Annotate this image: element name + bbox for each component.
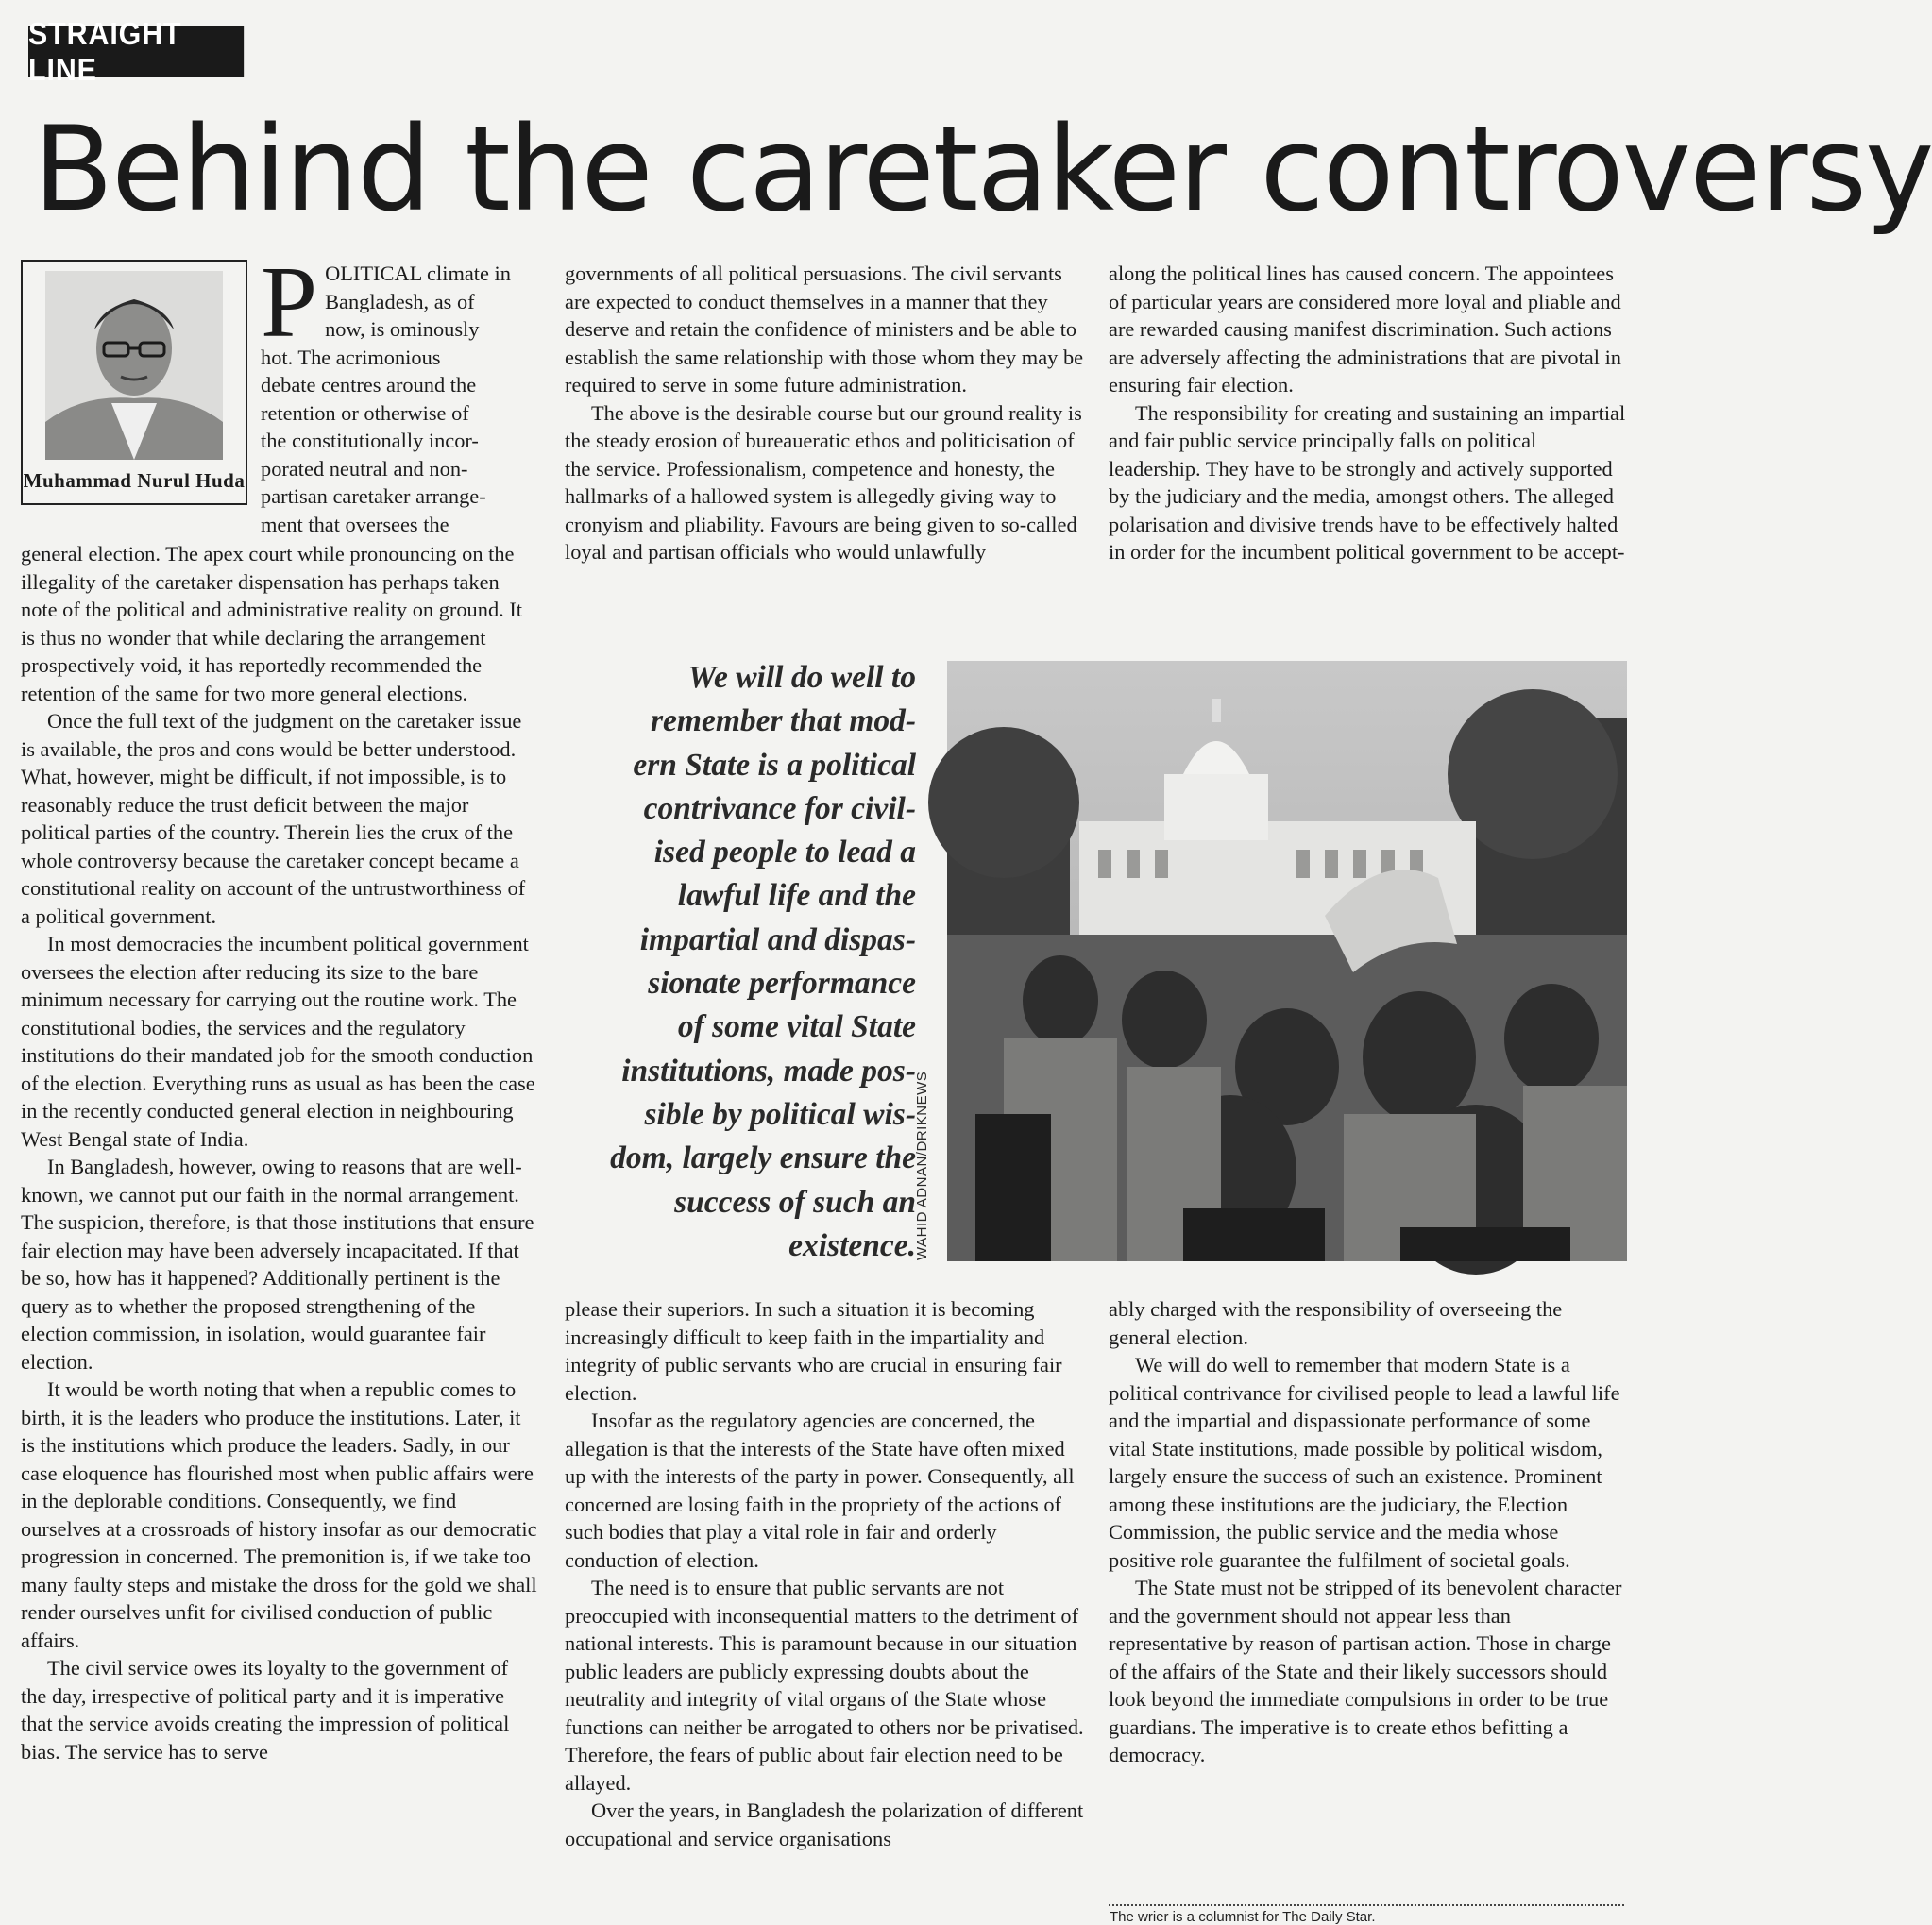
pull-quote-line: contrivance for civil- [643, 790, 916, 826]
column3-bottom [1109, 1295, 1626, 1769]
intro-line: the constitutionally incor- [261, 429, 479, 452]
pull-quote-line: success of such an [674, 1184, 916, 1220]
news-photo [947, 661, 1627, 1261]
column1-intro [261, 246, 544, 538]
intro-line: Bangladesh, as of [325, 289, 475, 313]
paragraph: In Bangladesh, however, owing to reasons that are well-known, we cannot put our faith in the normal arrangement. The suspicion, therefore, is that those institutions that ensure fair election may have been adversely incapacitated. If that be so, how has it happened? Additionally pertinent is the query as to whether the proposed strengthening of the election commission, in isolation, would guarantee fair election. [21, 1155, 534, 1374]
intro-line: debate centres around the [261, 373, 477, 397]
author-box [21, 260, 247, 505]
intro-line: hot. The acrimonious [261, 345, 441, 369]
intro-line: porated neutral and non- [261, 456, 468, 481]
paragraph: general election. The apex court while pronouncing on the illegality of the caretaker dispensation has perhaps taken note of the political and administrative reality on ground. It is thus no wonder that while declaring the arrangement prospectively void, it has reportedly recommended the retention of the same for two more general elections. [21, 542, 523, 705]
paragraph: governments of all political persuasions. The civil servants are expected to conduct themselves in a manner that they deserve and retain the confidence of ministers and be able to establish the same relationship with those whom they may be required to serve in some future administration. [565, 262, 1084, 397]
photo-credit: WAHID ADNAN/DRIKNEWS [914, 1071, 930, 1260]
intro-line: partisan caretaker arrange- [261, 484, 486, 508]
column2-bottom [565, 1295, 1084, 1852]
author-name: Muhammad Nurul Huda [23, 469, 246, 492]
pull-quote-line: of some vital State [677, 1009, 916, 1045]
paragraph: The responsibility for creating and sustaining an impartial and fair public service principally falls on political leadership. They have to be strongly and actively supported by the judiciary and the media, amongst others. The alleged polarisation and divisive trends have to be effectively halted in order for the incumbent political government to be accept- [1109, 400, 1626, 564]
pull-quote-line: ern State is a political [633, 747, 916, 783]
paragraph: The State must not be stripped of its benevolent character and the government should not appear less than representative by reason of partisan action. Those in charge of the affairs of the State and their likely successors should look beyond the immediate compulsions in order to be true guardians. The imperative is to create ethos befitting a democracy. [1109, 1576, 1622, 1766]
pull-quote-line: existence. [788, 1227, 916, 1263]
pull-quote [552, 656, 916, 1268]
author-photo [45, 271, 223, 460]
drop-cap: P [261, 246, 318, 359]
paragraph: We will do well to remember that modern State is a political contrivance for civilised people to lead a lawful life and the impartial and dispassionate performance of some vital State institutions, made possible by political wisdom, largely ensure the success of such an existence. Prominent among these institutions are the judiciary, the Election Commission, the public service and the media whose positive role guarantee the fulfilment of societal goals. [1109, 1353, 1620, 1572]
intro-line: now, is ominously [325, 317, 480, 341]
paragraph: In most democracies the incumbent political government oversees the election after reducing its size to the bare minimum necessary for carrying out the routine work. The constitutional bodies, the services and the regulatory institutions do their mandated job for the smooth conduction of the election. Everything runs as usual as has been the case in the recently conducted general election in neighbouring West Bengal state of India. [21, 932, 535, 1151]
paragraph: Insofar as the regulatory agencies are concerned, the allegation is that the interests of the State have often mixed up with the interests of the party in power. Consequently, all concerned are losing faith in the propriety of the actions of such bodies that play a vital role in fair and orderly conduction of election. [565, 1409, 1075, 1572]
paragraph: Over the years, in Bangladesh the polarization of different occupational and service organisations [565, 1798, 1084, 1850]
pull-quote-line: remember that mod- [650, 703, 916, 739]
column3-top [1109, 260, 1626, 566]
column2-top [565, 260, 1084, 566]
pull-quote-line: dom, largely ensure the [610, 1140, 916, 1176]
pull-quote-line: We will do well to [687, 660, 916, 695]
section-label: STRAIGHT LINE [28, 26, 244, 77]
pull-quote-line: impartial and dispas- [639, 921, 916, 957]
paragraph: The need is to ensure that public servants are not preoccupied with inconsequential matters to the detriment of national interests. This is paramount because in our situation public leaders are publicly expressing doubts about the neutrality and integrity of vital organs of the State whose functions can neither be arrogated to others nor be privatised. Therefore, the fears of public about fair election need to be allayed. [565, 1576, 1084, 1795]
paragraph: along the political lines has caused concern. The appointees of particular years are considered more loyal and pliable and are rewarded causing manifest discrimination. Such actions are adversely affecting the administrations that are pivotal in ensuring fair election. [1109, 262, 1621, 397]
column1-body [21, 540, 538, 1765]
intro-line: ment that oversees the [261, 512, 449, 536]
footnote-divider [1109, 1904, 1624, 1906]
paragraph: please their superiors. In such a situation it is becoming increasingly difficult to keep faith in the impartiality and integrity of public servants who are crucial in ensuring fair election. [565, 1297, 1062, 1405]
pull-quote-line: lawful life and the [677, 878, 916, 914]
intro-line: OLITICAL climate in [325, 262, 511, 285]
paragraph: Once the full text of the judgment on the caretaker issue is available, the pros and cons would be better understood. What, however, might be difficult, if not impossible, is to reasonably reduce the trust deficit between the major political parties of the country. Therein lies the crux of the whole controversy because the caretaker concept became a constitutional reality on account of the untrustworthiness of a political government. [21, 709, 526, 928]
footnote: The wrier is a columnist for The Daily Star. [1110, 1909, 1376, 1925]
pull-quote-line: institutions, made pos- [621, 1053, 916, 1089]
pull-quote-line: ised people to lead a [653, 835, 916, 870]
paragraph: ably charged with the responsibility of overseeing the general election. [1109, 1297, 1563, 1349]
paragraph: The civil service owes its loyalty to the government of the day, irrespective of political party and it is imperative that the service avoids creating the impression of political bias. The service has to serve [21, 1656, 510, 1764]
intro-line: retention or otherwise of [261, 400, 469, 425]
pull-quote-line: sible by political wis- [644, 1096, 916, 1132]
paragraph: The above is the desirable course but our ground reality is the steady erosion of bureaueratic ethos and politicisation of the service. Professionalism, competence and honesty, the hallmarks of a hallowed system is allegedly giving way to cronyism and pliability. Favours are being given to so-called loyal and partisan officials who would unlawfully [565, 400, 1082, 564]
headline: Behind the caretaker controversy [33, 102, 1932, 238]
paragraph: It would be worth noting that when a republic comes to birth, it is the leaders who produce the institutions. Later, it is the institutions which produce the leaders. Sadly, in our case eloquence has flourished most when public affairs were in the deplorable conditions. Consequently, we find ourselves at a crossroads of history insofar as our democratic progression in concerned. The premonition is, if we take too many faulty steps and mistake the dross for the gold we shall render ourselves unfit for civilised conduction of public affairs. [21, 1377, 537, 1652]
pull-quote-line: sionate performance [648, 966, 916, 1002]
